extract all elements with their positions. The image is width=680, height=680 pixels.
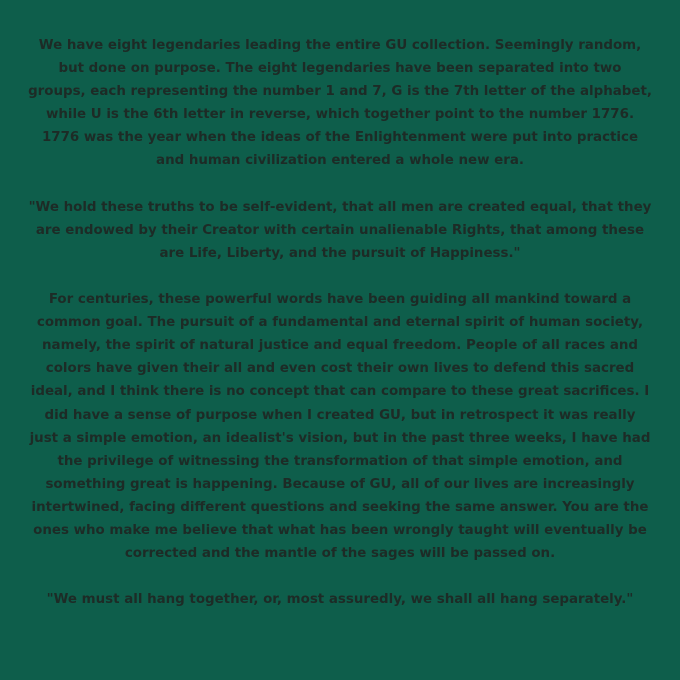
paragraph-declaration-quote: "We hold these truths to be self-evident, that all men are created equal, that they are endowed by their Creator with certain unalienable Rights, that among these are Life, Liberty, and the pursuit of Happiness." <box>28 199 652 261</box>
paragraph-closing-quote: "We must all hang together, or, most assuredly, we shall all hang separately." <box>46 592 634 608</box>
paragraph-gu-reflection: For centuries, these powerful words have been guiding all mankind toward a common goal. The pursuit of a fundamental and eternal spirit of human society, namely, the spirit of natural justice and equal freedom. People of all races and colors have given their all and even cost their own lives to defend this sacred ideal, and I think there is no concept that can compare to these great sacrifices. I did have a sense of purpose when I created GU, but in retrospect it was really just a simple emotion, an idealist's vision, but in the past three weeks, I have had the privilege of witnessing the transformation of that simple emotion, and something great is happening. Because of GU, all of our lives are increasingly intertwined, facing different questions and seeking the same answer. You are the ones who make me believe that what has been wrongly taught will eventually be corrected and the mantle of the sages will be passed on. <box>29 292 651 562</box>
paragraph-legendaries: We have eight legendaries leading the entire GU collection. Seemingly random, but done on purpose. The eight legendaries have been separated into two groups, each representing the number 1 and 7, G is the 7th letter of the alphabet, while U is the 6th letter in reverse, which together point to the number 1776. 1776 was the year when the ideas of the Enlightenment were put into practice and human civilization entered a whole new era. <box>28 38 652 169</box>
